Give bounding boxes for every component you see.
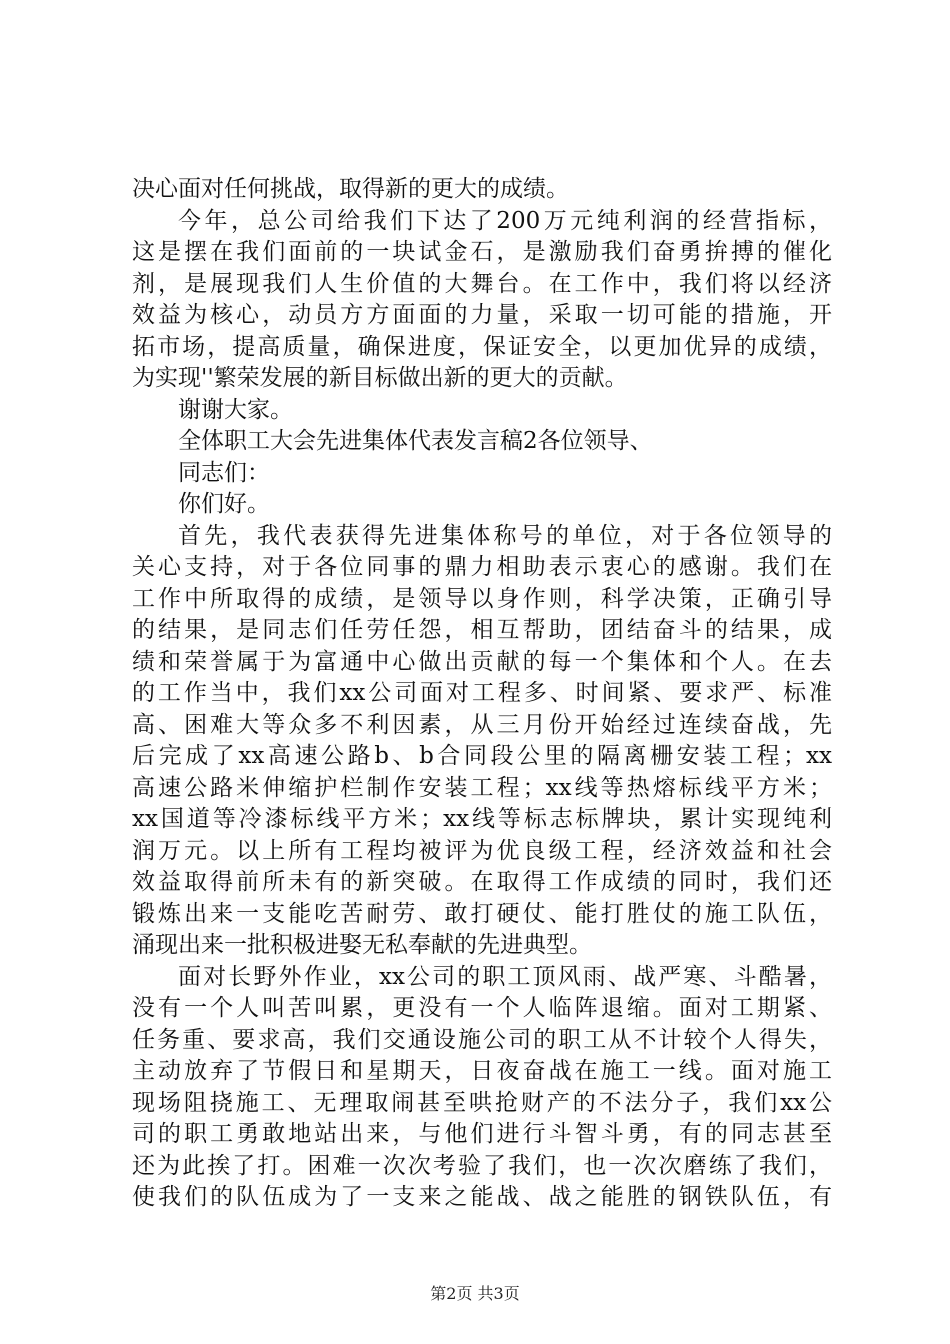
text-line: 全体职工大会先进集体代表发言稿2各位领导、 [178,428,653,454]
page-footer: 第2页 共3页 [430,1284,520,1303]
text-line: 效益取得前所未有的新突破。在取得工作成绩的同时，我们还 [132,869,832,895]
text-line: xx国道等冷漆标线平方米；xx线等标志标牌块，累计实现纯利 [132,806,832,832]
text-line: 拓市场，提高质量，确保进度，保证安全，以更加优异的成绩， [132,333,832,360]
text-line: 的结果，是同志们任劳任怨，相互帮助，团结奋斗的结果，成 [132,617,832,643]
text-line: 后完成了xx高速公路b、b合同段公里的隔离栅安装工程；xx [132,743,832,769]
text-line: 锻炼出来一支能吃苦耐劳、敢打硬仗、能打胜仗的施工队伍， [132,900,832,927]
text-line: 涌现出来一批积极进娶无私奉献的先进典型。 [132,932,592,958]
text-line: 面对长野外作业，xx公司的职工顶风雨、战严寒、斗酷暑， [178,963,832,990]
text-line: 使我们的队伍成为了一支来之能战、战之能胜的钢铁队伍，有 [132,1184,832,1210]
text-line: 谢谢大家。 [178,396,293,423]
text-line: 高速公路米伸缩护栏制作安装工程；xx线等热熔标线平方米； [132,774,832,801]
text-line: 现场阻挠施工、无理取闹甚至哄抢财产的不法分子，我们xx公 [132,1089,832,1116]
text-line: 今年，总公司给我们下达了200万元纯利润的经营指标， [178,207,832,234]
text-line: 没有一个人叫苦叫累，更没有一个人临阵退缩。面对工期紧、 [132,995,832,1021]
text-line: 关心支持，对于各位同事的鼎力相助表示衷心的感谢。我们在 [132,554,832,580]
text-line: 为实现''繁荣发展的新目标做出新的更大的贡献。 [132,365,628,391]
text-line: 高、困难大等众多不利因素，从三月份开始经过连续奋战，先 [132,711,832,738]
document-body [132,174,832,1214]
text-line: 主动放弃了节假日和星期天，日夜奋战在施工一线。面对施工 [132,1058,832,1084]
text-line: 效益为核心，动员方方面面的力量，采取一切可能的措施，开 [132,302,832,328]
text-line: 你们好。 [178,491,270,517]
text-line: 任务重、要求高，我们交通设施公司的职工从不计较个人得失， [132,1026,832,1053]
text-line: 还为此挨了打。困难一次次考验了我们，也一次次磨练了我们， [132,1152,832,1179]
text-line: 润万元。以上所有工程均被评为优良级工程，经济效益和社会 [132,837,832,864]
text-line: 的工作当中，我们xx公司面对工程多、时间紧、要求严、标准 [132,680,832,706]
text-line: 决心面对任何挑战，取得新的更大的成绩。 [132,176,569,202]
text-line: 首先，我代表获得先进集体称号的单位，对于各位领导的 [178,522,832,549]
text-line: 工作中所取得的成绩，是领导以身作则，科学决策，正确引导 [132,585,832,612]
text-line: 同志们： [178,459,270,486]
text-line: 剂，是展现我们人生价值的大舞台。在工作中，我们将以经济 [132,270,832,297]
text-line: 司的职工勇敢地站出来，与他们进行斗智斗勇，有的同志甚至 [132,1121,832,1147]
text-line: 这是摆在我们面前的一块试金石，是激励我们奋勇拚搏的催化 [132,239,832,265]
text-line: 绩和荣誉属于为富通中心做出贡献的每一个集体和个人。在去 [132,648,832,675]
